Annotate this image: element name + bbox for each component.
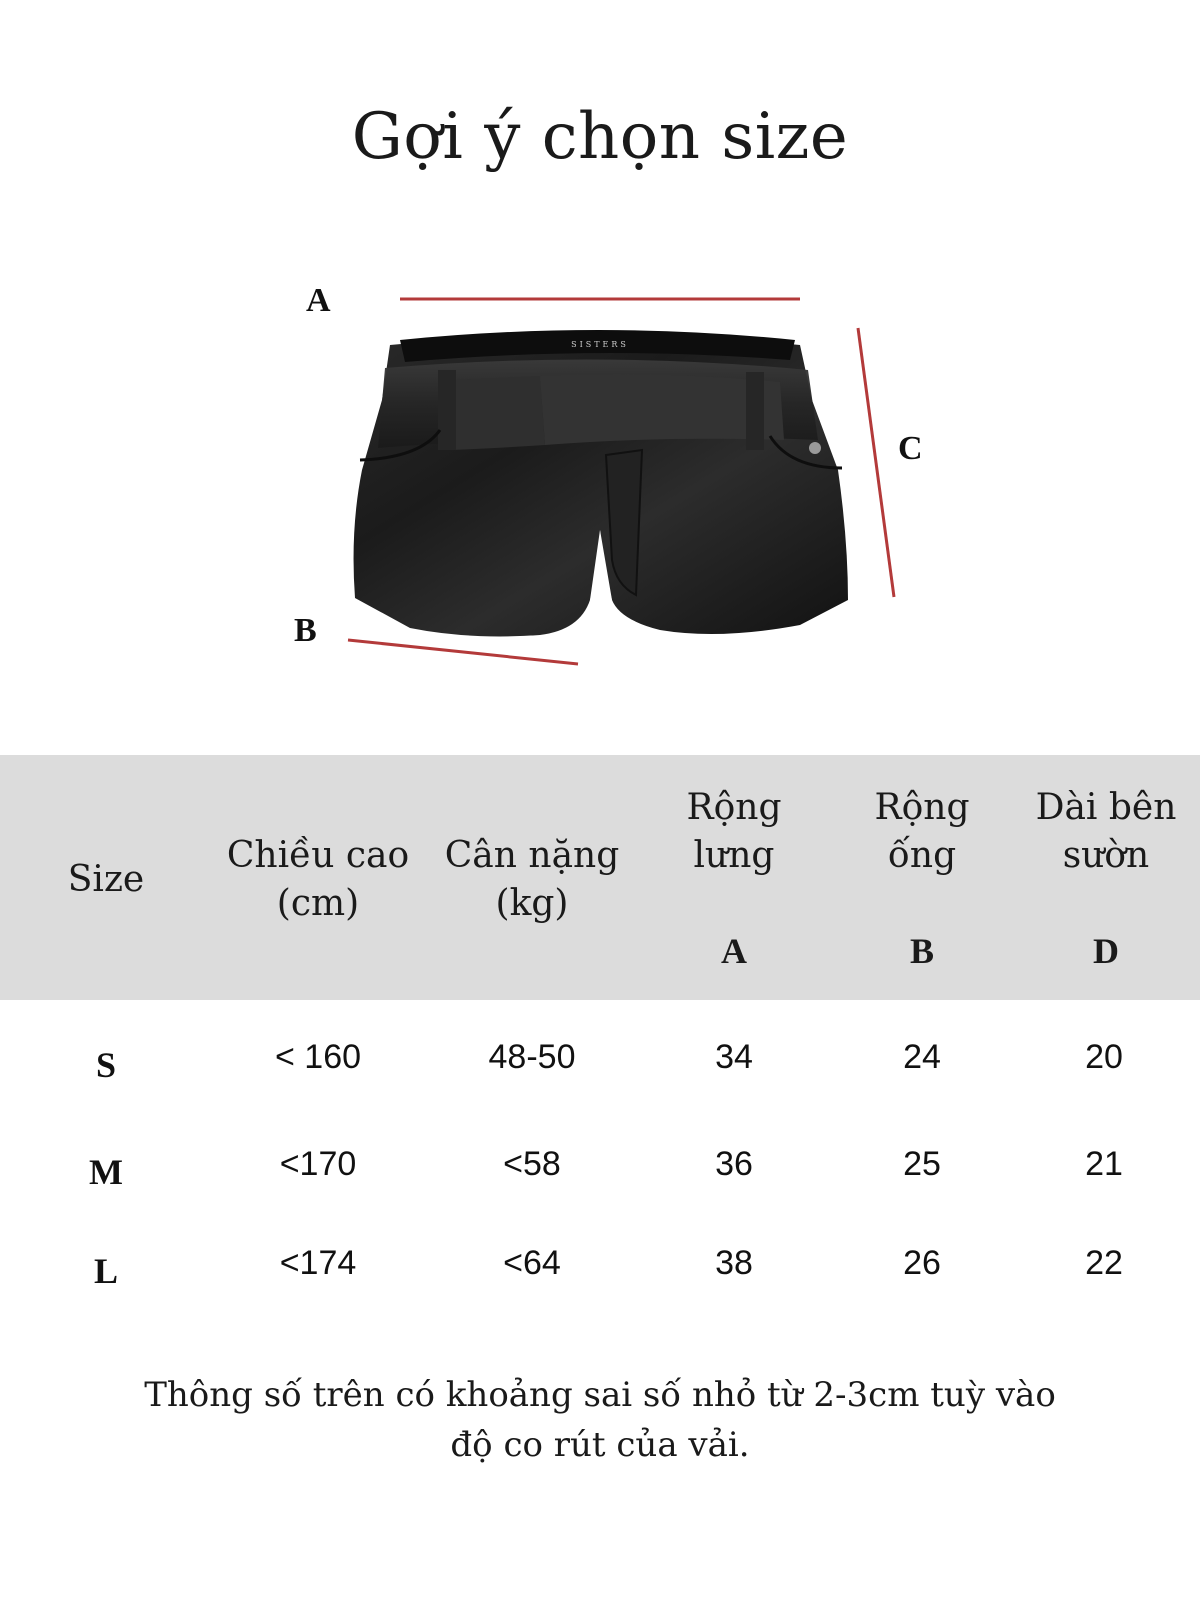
- column-header-side-length: [1036, 784, 1177, 880]
- dimension-label-c: C: [898, 430, 923, 467]
- weight-cell: <58: [503, 1145, 561, 1183]
- height-cell: <170: [279, 1145, 357, 1183]
- brand-label: SISTERS: [571, 340, 629, 349]
- disclaimer-line-1: Thông số trên có khoảng sai số nhỏ từ 2-3cm tuỳ vào: [144, 1375, 1056, 1415]
- measure-line-b: [348, 640, 578, 664]
- badge-charm: [809, 442, 821, 454]
- column-letter-b: B: [909, 931, 935, 971]
- table-row: [0, 1244, 1200, 1304]
- size-cell: L: [93, 1251, 119, 1291]
- height-cell: < 160: [274, 1038, 362, 1076]
- measurement-disclaimer: [100, 1370, 1100, 1470]
- side-length-cell: 20: [1085, 1038, 1123, 1076]
- waist-cell: 38: [715, 1244, 753, 1282]
- side-length-cell: 22: [1085, 1244, 1123, 1282]
- weight-cell: 48-50: [488, 1038, 576, 1076]
- belt-loop-left: [438, 370, 456, 450]
- shorts-illustration: [0, 0, 1200, 720]
- table-row: [0, 1145, 1200, 1205]
- dimension-label-a: A: [306, 282, 331, 319]
- column-header-size: [68, 856, 144, 904]
- belt-loop-right: [746, 372, 764, 450]
- weight-cell: <64: [503, 1244, 561, 1282]
- table-row: [0, 1038, 1200, 1098]
- column-header-height: [227, 832, 409, 928]
- column-header-waist: [686, 784, 781, 880]
- measure-line-c: [858, 328, 894, 597]
- waist-cell: 36: [715, 1145, 753, 1183]
- leg-opening-cell: 24: [903, 1038, 941, 1076]
- column-letter-a: A: [721, 931, 747, 971]
- column-header-leg-opening: [874, 784, 969, 880]
- column-header-line: Dài bên: [1035, 787, 1177, 828]
- column-header-line: Size: [67, 859, 145, 900]
- dimension-label-b: B: [294, 612, 317, 649]
- column-header-line: ống: [887, 835, 957, 876]
- column-header-line: sườn: [1062, 835, 1150, 876]
- belt-panel: [448, 376, 545, 450]
- height-cell: <174: [279, 1244, 357, 1282]
- column-header-line: lưng: [693, 835, 775, 876]
- column-header-line: Cân nặng: [444, 835, 620, 876]
- shorts-diagram: [0, 0, 1200, 720]
- page-title: Gợi ý chọn size: [351, 100, 849, 174]
- column-letter-d: D: [1093, 931, 1119, 971]
- leg-opening-cell: 25: [903, 1145, 941, 1183]
- side-length-cell: 21: [1085, 1145, 1123, 1183]
- waist-cell: 34: [715, 1038, 753, 1076]
- size-cell: M: [89, 1152, 123, 1192]
- leg-opening-cell: 26: [903, 1244, 941, 1282]
- column-header-line: Rộng: [686, 787, 782, 828]
- column-header-line: Rộng: [874, 787, 970, 828]
- column-header-line: (kg): [495, 883, 569, 924]
- column-header-line: (cm): [276, 883, 360, 924]
- column-header-line: Chiều cao: [226, 835, 410, 876]
- size-cell: S: [95, 1045, 117, 1085]
- column-header-weight: [445, 832, 620, 928]
- disclaimer-line-2: độ co rút của vải.: [450, 1425, 750, 1465]
